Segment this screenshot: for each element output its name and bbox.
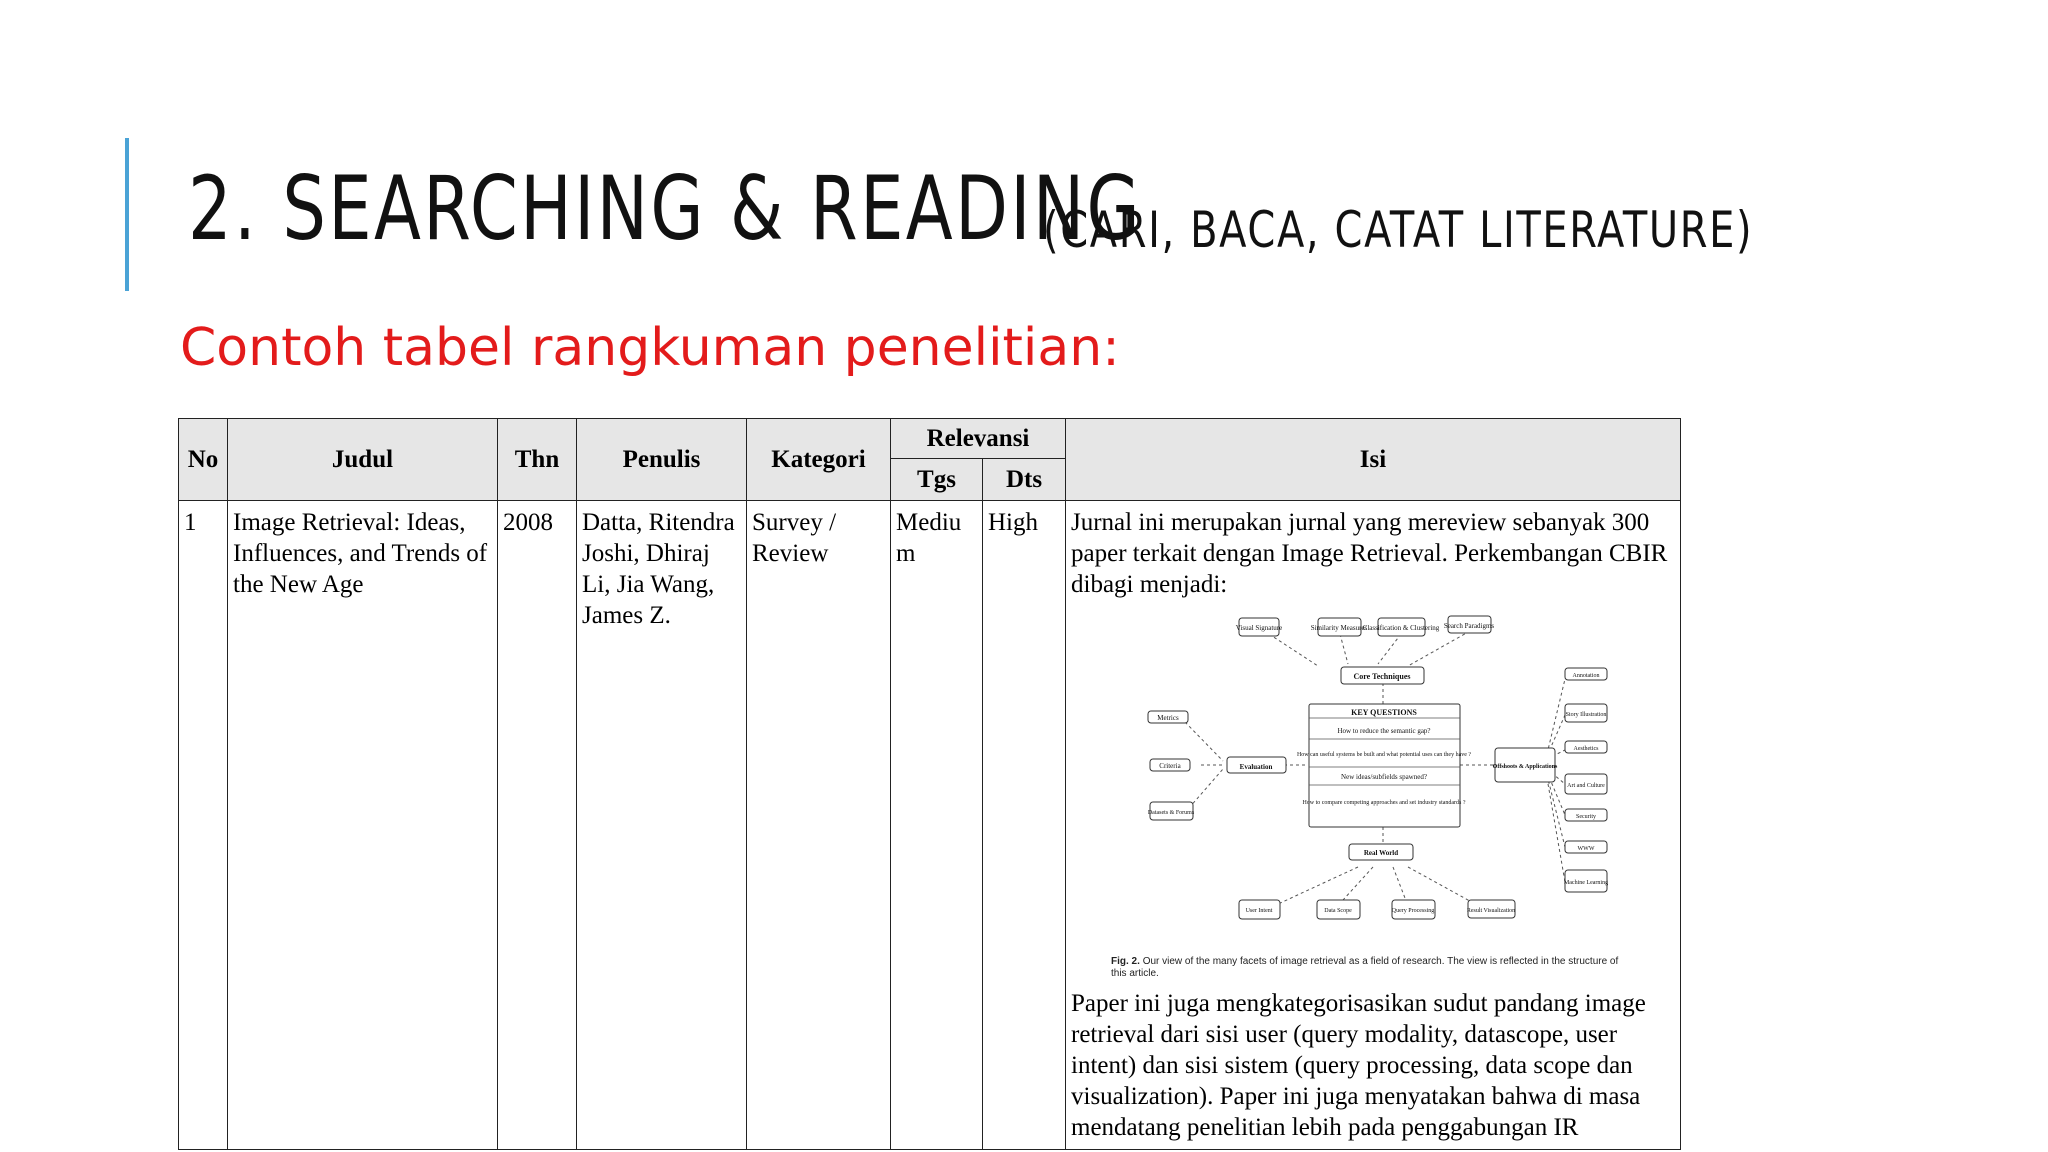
key-questions-title: KEY QUESTIONS xyxy=(1351,708,1417,717)
node-user-intent: User Intent xyxy=(1245,908,1273,914)
isi-intro-text: Jurnal ini merupakan jurnal yang mereview sebanyak 300 paper terkait dengan Image Retrieval. Perkembangan CBIR dibagi menjadi: xyxy=(1071,509,1668,598)
slide-title-sub: (CARI, BACA, CATAT LITERATURE) xyxy=(1043,201,1754,259)
node-data-scope: Data Scope xyxy=(1324,908,1352,914)
cbir-facets-diagram xyxy=(1071,604,1675,954)
header-kategori: Kategori xyxy=(747,419,891,501)
node-similarity-measures: Similarity Measures xyxy=(1310,624,1368,632)
slide-title-main: 2. SEARCHING & READING xyxy=(188,157,1143,260)
header-isi: Isi xyxy=(1066,419,1681,501)
cell-isi xyxy=(1066,501,1681,1150)
node-result-visualization: Result Visualization xyxy=(1466,908,1516,914)
cell-tgs: Medium xyxy=(891,501,983,1150)
key-question-4: How to compare competing approaches and set industry standards ? xyxy=(1302,800,1466,806)
node-security: Security xyxy=(1576,814,1596,820)
node-aesthetics: Aesthetics xyxy=(1573,746,1599,752)
header-tgs: Tgs xyxy=(891,459,983,501)
cell-penulis: Datta, Ritendra Joshi, Dhiraj Li, Jia Wang, James Z. xyxy=(577,501,747,1150)
node-classification-clustering: Classification & Clustering xyxy=(1362,624,1440,632)
node-www: WWW xyxy=(1577,846,1595,852)
key-question-1: How to reduce the semantic gap? xyxy=(1337,727,1431,735)
summary-table-container xyxy=(178,418,1680,1141)
title-accent-bar xyxy=(125,138,129,291)
node-evaluation: Evaluation xyxy=(1239,763,1273,771)
node-search-paradigms: Search Paradigms xyxy=(1443,622,1495,630)
slide-subtitle: Contoh tabel rangkuman penelitian: xyxy=(180,318,1120,378)
cell-thn: 2008 xyxy=(498,501,577,1150)
node-criteria: Criteria xyxy=(1159,762,1181,770)
node-visual-signature: Visual Signature xyxy=(1235,624,1283,632)
header-relevansi: Relevansi xyxy=(891,419,1066,459)
figure-caption xyxy=(1071,956,1675,980)
isi-outro-text: Paper ini juga mengkategorisasikan sudut pandang image retrieval dari sisi user (query modality, datascope, user intent) dan sisi sistem (query processing, data scope dan visualization). Paper ini juga menyatakan bahwa di masa mendatang penelitian lebih pada penggabungan IR xyxy=(1071,990,1646,1141)
summary-table xyxy=(178,418,1681,1150)
table-header-row xyxy=(179,419,1681,459)
node-annotation: Annotation xyxy=(1572,673,1600,679)
node-real-world: Real World xyxy=(1363,849,1399,857)
slide-title xyxy=(188,157,1754,260)
cell-kategori: Survey / Review xyxy=(747,501,891,1150)
header-no: No xyxy=(179,419,228,501)
node-datasets-forums: Datasets & Forums xyxy=(1147,810,1195,816)
node-art-culture: Art and Culture xyxy=(1567,783,1605,789)
node-story-illustration: Story Illustration xyxy=(1565,712,1607,718)
table-row xyxy=(179,501,1681,1150)
header-judul: Judul xyxy=(228,419,498,501)
figure-caption-text: Our view of the many facets of image retrieval as a field of research. The view is reflected in the structure of this article. xyxy=(1111,956,1619,979)
key-question-2: How can useful systems be built and what potential uses can they have ? xyxy=(1296,752,1472,758)
key-question-3: New ideas/subfields spawned? xyxy=(1341,773,1427,781)
cell-judul: Image Retrieval: Ideas, Influences, and Trends of the New Age xyxy=(228,501,498,1150)
header-penulis: Penulis xyxy=(577,419,747,501)
header-dts: Dts xyxy=(983,459,1066,501)
node-metrics: Metrics xyxy=(1157,714,1179,722)
cell-dts: High xyxy=(983,501,1066,1150)
header-thn: Thn xyxy=(498,419,577,501)
node-offshoots-applications: Offshoots & Applications xyxy=(1492,764,1558,770)
figure-caption-label: Fig. 2. xyxy=(1111,956,1140,967)
node-core-techniques: Core Techniques xyxy=(1353,672,1411,681)
node-query-processing: Query Processing xyxy=(1391,908,1435,914)
cell-no: 1 xyxy=(179,501,228,1150)
node-machine-learning: Machine Learning xyxy=(1563,880,1609,886)
